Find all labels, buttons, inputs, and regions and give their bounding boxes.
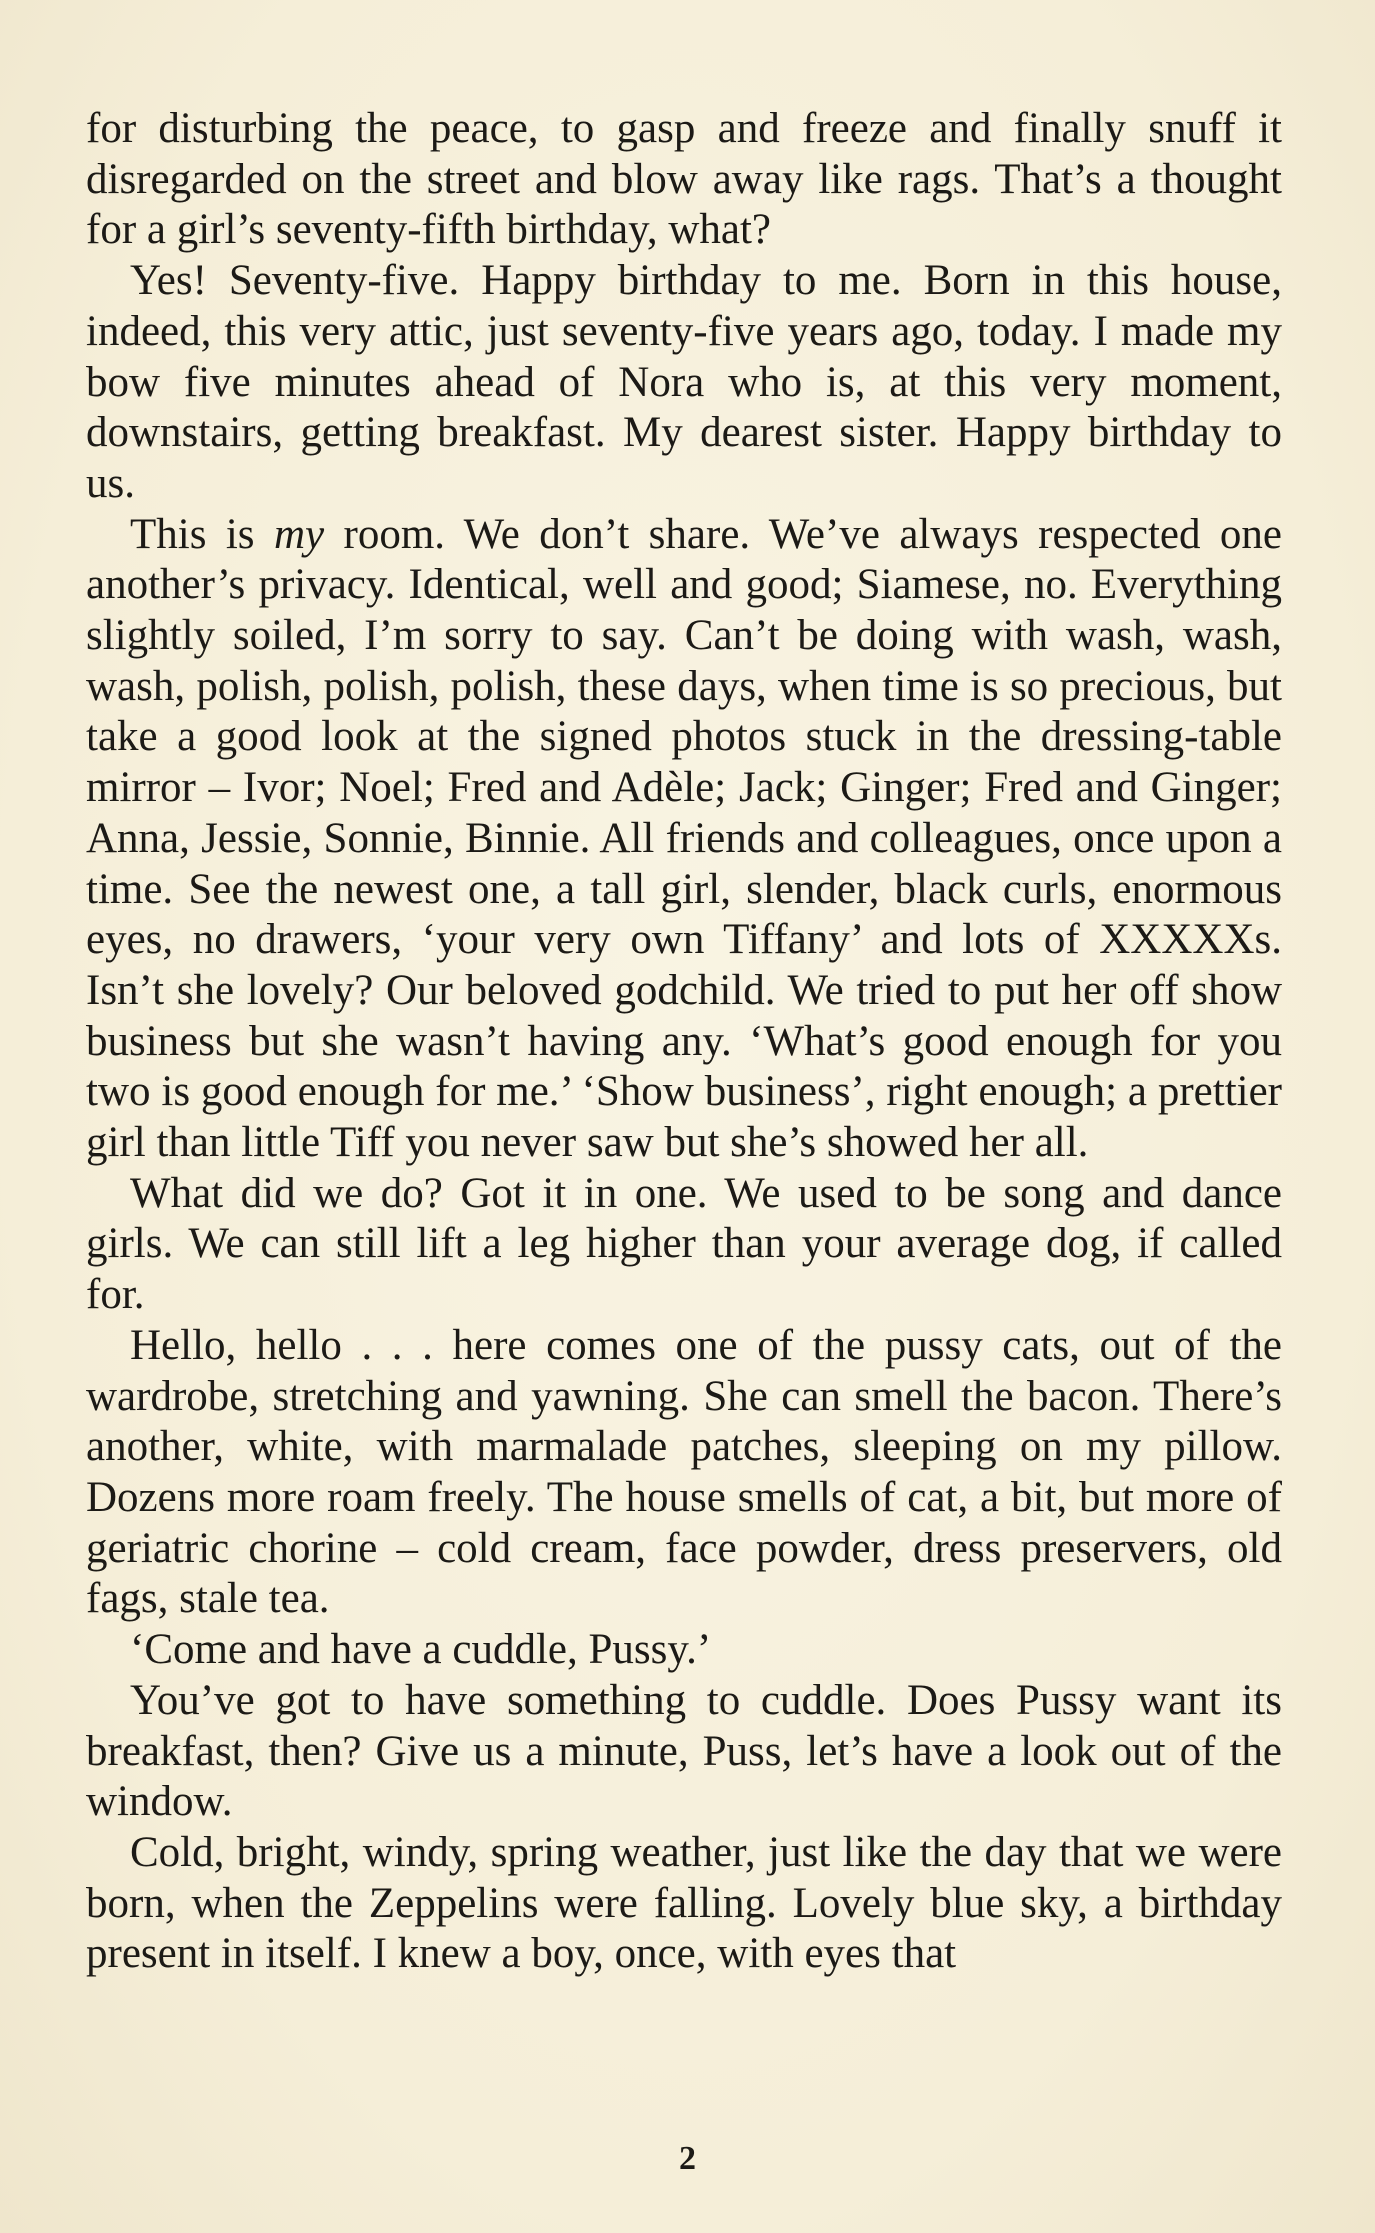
body-text [86, 104, 1282, 1980]
page-number: 2 [679, 2140, 696, 2177]
paragraph: for disturbing the peace, to gasp and freeze and finally snuff it disregarded on the street and blow away like rags. That’s a thought for a girl’s seventy-fifth birthday, what? [86, 105, 1282, 254]
paragraph: What did we do? Got it in one. We used to be song and dance girls. We can still lift a leg higher than your average dog, if called for. [86, 1169, 1282, 1319]
paragraph [86, 510, 1282, 1169]
paragraph-text: This is [130, 510, 274, 558]
paragraph: Yes! Seventy-five. Happy birthday to me. Born in this house, indeed, this very attic, just seventy-five years ago, today. I made my bow five minutes ahead of Nora who is, at this very moment, downstairs, getting breakfast. My dearest sister. Happy birthday to us. [86, 257, 1282, 507]
paragraph: Hello, hello . . . here comes one of the pussy cats, out of the wardrobe, stretching and yawning. She can smell the bacon. There’s another, white, with marmalade patches, sleeping on my pillow. Dozens more roam freely. The house smells of cat, a bit, but more of geriatric chorine – cold cream, face powder, dress preservers, old fags, stale tea. [86, 1321, 1282, 1623]
paragraph: Cold, bright, windy, spring weather, just like the day that we were born, when the Zeppelins were falling. Lovely blue sky, a birthday present in itself. I knew a boy, once, with eyes that [86, 1828, 1282, 1978]
paragraph: ‘Come and have a cuddle, Pussy.’ [130, 1626, 712, 1674]
paragraph-text: room. We don’t share. We’ve always respected one another’s privacy. Identical, well and good; Siamese, no. Everything slightly soiled, I’m sorry to say. Can’t be doing with wash, wash, wash, polish, polish, polish, these days, when time is so precious, but take a good look at the signed photos stuck in the dressing-table mirror – Ivor; Noel; Fred and Adèle; Jack; Ginger; Fred and Ginger; Anna, Jessie, Sonnie, Binnie. All friends and colleagues, once upon a time. See the newest one, a tall girl, slender, black curls, enormous eyes, no drawers, ‘your very own Tiffany’ and lots of XXXXXs. Isn’t she lovely? Our beloved godchild. We tried to put her off show business but she wasn’t having any. ‘What’s good enough for you two is good enough for me.’ ‘Show business’, right enough; a prettier girl than little Tiff you never saw but she’s showed her all. [86, 510, 1282, 1167]
emphasis: my [273, 510, 325, 558]
paragraph: You’ve got to have something to cuddle. Does Pussy want its breakfast, then? Give us a minute, Puss, let’s have a look out of the window. [86, 1676, 1282, 1826]
